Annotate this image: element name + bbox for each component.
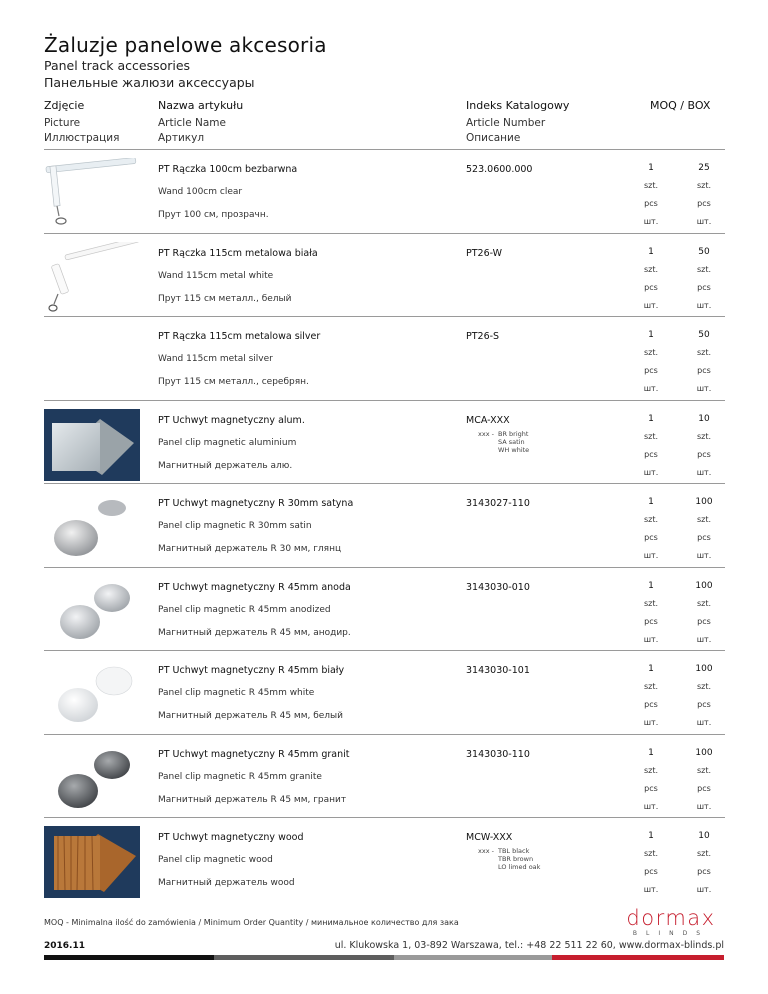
moq-value: 1 <box>648 831 654 841</box>
product-name-ru: Прут 100 см, прозрачн. <box>158 210 269 220</box>
unit-pl: szt. <box>696 432 712 441</box>
column-header-index: Indeks Katalogowy <box>466 99 570 112</box>
column-header-moq: MOQ / BOX <box>650 99 711 112</box>
unit-ru: шт. <box>643 384 659 393</box>
unit-ru: шт. <box>643 718 659 727</box>
catalog-index: PT26-W <box>466 248 503 259</box>
unit-ru: шт. <box>696 635 712 644</box>
unit-pl: szt. <box>643 682 659 691</box>
product-row <box>44 650 725 734</box>
unit-pl: szt. <box>696 766 712 775</box>
unit-pl: szt. <box>696 348 712 357</box>
product-name-ru: Магнитный держатель R 30 мм, глянц <box>158 544 342 554</box>
unit-ru: шт. <box>696 384 712 393</box>
variant-line <box>466 863 540 871</box>
unit-pl: szt. <box>696 599 712 608</box>
unit-ru: шт. <box>696 885 712 894</box>
unit-pl: szt. <box>643 849 659 858</box>
unit-en: pcs <box>697 366 711 375</box>
unit-en: pcs <box>697 450 711 459</box>
column-header-name: Nazwa artykułu <box>158 99 244 112</box>
product-row <box>44 149 725 233</box>
box-value: 25 <box>698 163 710 173</box>
moq-value: 1 <box>648 664 654 674</box>
variant-list <box>466 430 529 454</box>
variant-item: TBR brown <box>498 855 534 863</box>
variant-item: BR bright <box>498 430 529 438</box>
product-name-pl: PT Uchwyt magnetyczny wood <box>158 832 304 843</box>
product-name-ru: Прут 115 см металл., белый <box>158 294 292 304</box>
product-name-en: Wand 115cm metal white <box>158 271 274 281</box>
variant-line <box>466 847 540 855</box>
unit-en: pcs <box>697 700 711 709</box>
unit-pl: szt. <box>696 515 712 524</box>
unit-ru: шт. <box>696 551 712 560</box>
product-name-en: Panel clip magnetic R 45mm white <box>158 688 315 698</box>
unit-en: pcs <box>697 283 711 292</box>
unit-en: pcs <box>697 617 711 626</box>
box-value: 10 <box>698 414 710 424</box>
variant-list <box>466 847 540 871</box>
unit-pl: szt. <box>643 348 659 357</box>
moq-footnote: MOQ - Minimalna ilość do zamówienia / Minimum Order Quantity / минимальное количество для зака <box>44 918 459 927</box>
column-subheader-index <box>466 116 545 146</box>
moq-value: 1 <box>648 330 654 340</box>
product-name-en: Panel clip magnetic R 45mm anodized <box>158 605 331 615</box>
unit-ru: шт. <box>643 635 659 644</box>
subtitle-en: Panel track accessories <box>44 58 191 73</box>
box-value: 10 <box>698 831 710 841</box>
box-value: 100 <box>695 748 713 758</box>
moq-value: 1 <box>648 581 654 591</box>
catalog-index: MCW-XXX <box>466 832 513 843</box>
clip-wood-photo <box>44 826 140 898</box>
product-name-ru: Магнитный держатель R 45 мм, белый <box>158 711 344 721</box>
unit-ru: шт. <box>643 885 659 894</box>
subtitle-ru: Панельные жалюзи аксессуары <box>44 75 255 90</box>
clip-45mm-white-photo <box>44 659 140 731</box>
product-row <box>44 817 725 901</box>
variant-item: TBL black <box>498 847 530 855</box>
moq-value: 1 <box>648 247 654 257</box>
unit-pl: szt. <box>696 849 712 858</box>
unit-ru: шт. <box>643 551 659 560</box>
product-row <box>44 233 725 317</box>
unit-en: pcs <box>697 533 711 542</box>
variant-item: LO limed oak <box>498 863 541 871</box>
unit-pl: szt. <box>696 682 712 691</box>
column-subheader-name <box>158 116 226 146</box>
product-row <box>44 483 725 567</box>
footer-bar-dark-gray <box>214 955 394 960</box>
product-row <box>44 567 725 651</box>
unit-pl: szt. <box>643 432 659 441</box>
unit-en: pcs <box>644 700 658 709</box>
unit-ru: шт. <box>696 217 712 226</box>
unit-en: pcs <box>697 784 711 793</box>
column-subheader-picture-en: Picture <box>44 117 81 129</box>
clip-45mm-granite-photo <box>44 743 140 815</box>
unit-en: pcs <box>697 867 711 876</box>
moq-value: 1 <box>648 497 654 507</box>
unit-en: pcs <box>644 784 658 793</box>
catalog-index: 3143030-110 <box>466 749 530 760</box>
product-name-ru: Прут 115 см металл., серебрян. <box>158 377 309 387</box>
product-name-en: Panel clip magnetic R 30mm satin <box>158 521 312 531</box>
logo-subline: BLINDS <box>632 930 710 937</box>
product-name-pl: PT Uchwyt magnetyczny alum. <box>158 415 305 426</box>
footer-bar-light-gray <box>394 955 552 960</box>
variant-line <box>466 430 529 438</box>
variant-line <box>466 446 529 454</box>
wand-white-photo <box>44 242 140 314</box>
unit-ru: шт. <box>696 301 712 310</box>
variant-item: WH white <box>498 446 530 454</box>
box-value: 50 <box>698 247 710 257</box>
variant-lead: xxx - <box>478 430 494 438</box>
unit-ru: шт. <box>643 301 659 310</box>
unit-pl: szt. <box>643 599 659 608</box>
clip-aluminium-photo <box>44 409 140 481</box>
unit-ru: шт. <box>643 217 659 226</box>
box-value: 100 <box>695 664 713 674</box>
catalog-index: 3143030-010 <box>466 582 530 593</box>
product-name-pl: PT Rączka 115cm metalowa silver <box>158 331 321 342</box>
box-value: 50 <box>698 330 710 340</box>
product-row <box>44 400 725 484</box>
company-address: ul. Klukowska 1, 03-892 Warszawa, tel.: +48 22 511 22 60, www.dormax-blinds.pl <box>334 940 724 951</box>
product-name-pl: PT Rączka 100cm bezbarwna <box>158 164 298 175</box>
clip-30mm-satin-photo <box>44 492 140 564</box>
product-name-en: Panel clip magnetic aluminium <box>158 438 297 448</box>
unit-pl: szt. <box>696 181 712 190</box>
issue-date: 2016.11 <box>44 941 85 951</box>
logo-wordmark: dormax <box>626 906 716 930</box>
variant-line <box>466 438 529 446</box>
product-name-pl: PT Uchwyt magnetyczny R 30mm satyna <box>158 498 354 509</box>
catalog-index: 3143030-101 <box>466 665 530 676</box>
wand-clear-photo <box>44 158 140 230</box>
moq-value: 1 <box>648 163 654 173</box>
unit-en: pcs <box>644 533 658 542</box>
product-name-pl: PT Uchwyt magnetyczny R 45mm biały <box>158 665 345 676</box>
unit-ru: шт. <box>696 718 712 727</box>
variant-item: SA satin <box>498 438 525 446</box>
moq-value: 1 <box>648 748 654 758</box>
product-name-en: Wand 100cm clear <box>158 187 243 197</box>
catalog-index: 523.0600.000 <box>466 164 533 175</box>
product-name-pl: PT Rączka 115cm metalowa biała <box>158 248 318 259</box>
unit-pl: szt. <box>696 265 712 274</box>
column-header-picture: Zdjęcie <box>44 99 85 112</box>
product-name-en: Wand 115cm metal silver <box>158 354 273 364</box>
moq-value: 1 <box>648 414 654 424</box>
unit-en: pcs <box>644 283 658 292</box>
catalog-index: PT26-S <box>466 331 500 342</box>
unit-ru: шт. <box>643 802 659 811</box>
unit-en: pcs <box>644 867 658 876</box>
box-value: 100 <box>695 497 713 507</box>
variant-lead: xxx - <box>478 847 494 855</box>
column-subheader-picture-ru: Иллюстрация <box>44 132 120 144</box>
column-subheader-index-en: Article Number <box>466 117 546 129</box>
unit-ru: шт. <box>696 468 712 477</box>
dormax-logo[interactable] <box>618 906 724 940</box>
catalog-index: MCA-XXX <box>466 415 510 426</box>
wand-silver-photo <box>44 325 140 397</box>
clip-45mm-anodized-photo <box>44 576 140 648</box>
unit-en: pcs <box>644 199 658 208</box>
product-name-en: Panel clip magnetic wood <box>158 855 273 865</box>
unit-pl: szt. <box>643 265 659 274</box>
unit-en: pcs <box>644 617 658 626</box>
unit-pl: szt. <box>643 766 659 775</box>
footer-bar-black <box>44 955 214 960</box>
catalog-index: 3143027-110 <box>466 498 530 509</box>
unit-ru: шт. <box>643 468 659 477</box>
unit-en: pcs <box>697 199 711 208</box>
product-name-ru: Магнитный держатель R 45 мм, анодир. <box>158 628 351 638</box>
column-subheader-name-en: Article Name <box>158 117 226 129</box>
product-row <box>44 734 725 818</box>
column-subheader-index-ru: Описание <box>466 132 521 144</box>
unit-en: pcs <box>644 366 658 375</box>
unit-ru: шт. <box>696 802 712 811</box>
box-value: 100 <box>695 581 713 591</box>
product-name-pl: PT Uchwyt magnetyczny R 45mm anoda <box>158 582 351 593</box>
product-name-en: Panel clip magnetic R 45mm granite <box>158 772 322 782</box>
unit-en: pcs <box>644 450 658 459</box>
variant-line <box>466 855 540 863</box>
product-name-ru: Магнитный держатель алю. <box>158 461 293 471</box>
footer-bar-red <box>552 955 724 960</box>
page-title: Żaluzje panelowe akcesoria <box>44 33 327 57</box>
product-name-ru: Магнитный держатель R 45 мм, гранит <box>158 795 347 805</box>
product-row <box>44 316 725 400</box>
unit-pl: szt. <box>643 181 659 190</box>
product-name-pl: PT Uchwyt magnetyczny R 45mm granit <box>158 749 350 760</box>
unit-pl: szt. <box>643 515 659 524</box>
product-name-ru: Магнитный держатель wood <box>158 878 295 888</box>
column-subheader-picture <box>44 116 119 146</box>
column-subheader-name-ru: Артикул <box>158 132 205 144</box>
